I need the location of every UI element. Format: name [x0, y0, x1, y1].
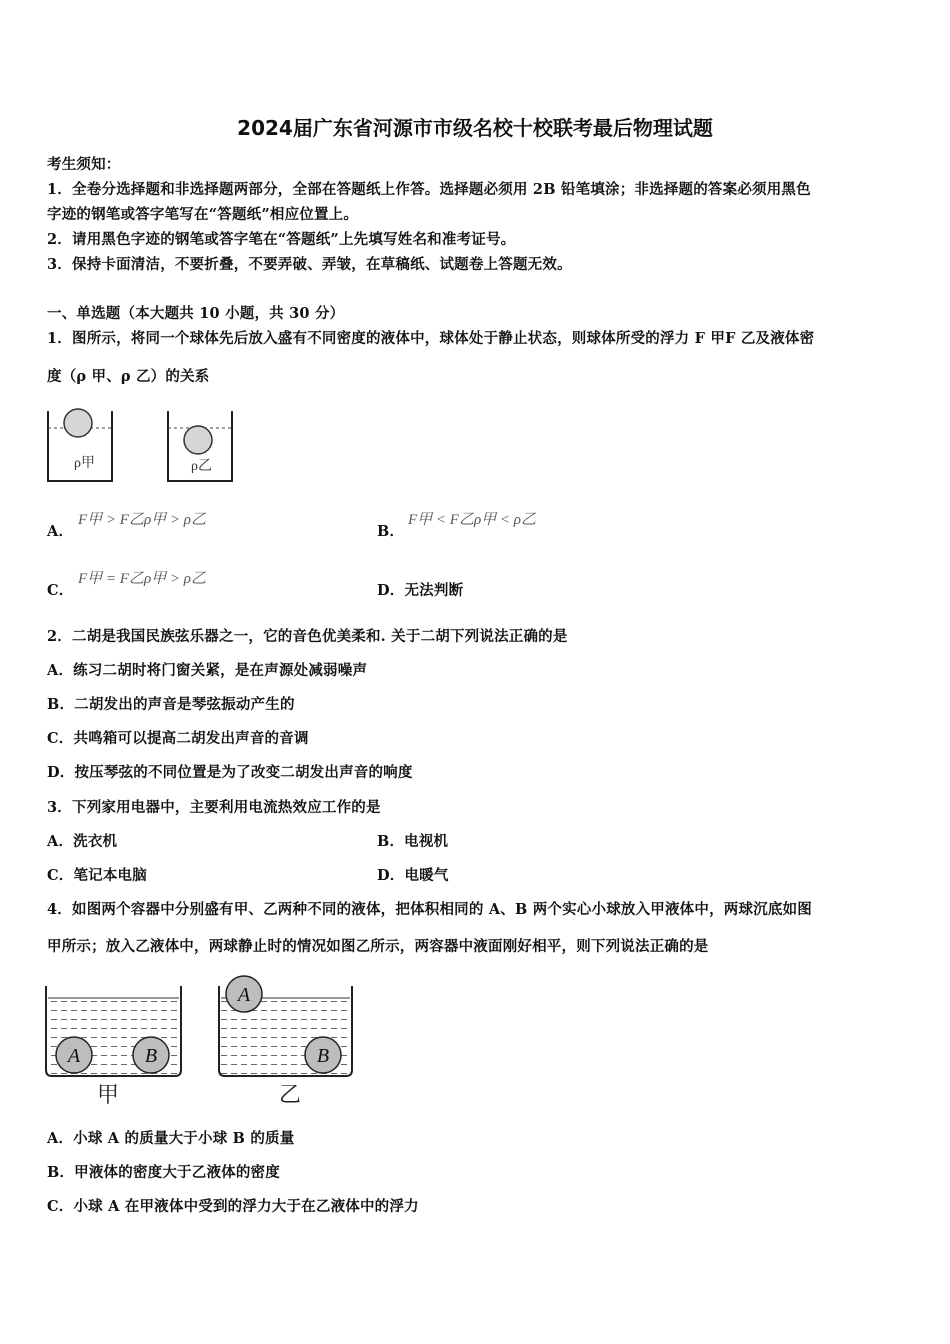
q1-option-c-formula: F甲 = F乙ρ甲 > ρ乙: [78, 571, 206, 587]
q4-option-b: B．甲液体的密度大于乙液体的密度: [47, 1164, 280, 1181]
ball-a-yi-label: A: [237, 984, 251, 1006]
beaker-left: [48, 409, 112, 481]
ball-b-yi-label: B: [316, 1045, 330, 1067]
ball-b-jia-label: B: [144, 1045, 158, 1067]
rho-right-label: ρ乙: [191, 459, 212, 474]
container-yi-label: 乙: [278, 1082, 302, 1107]
container-jia-label: 甲: [96, 1082, 120, 1107]
q1-beaker-figure: [44, 405, 244, 487]
q2-option-c: C．共鸣箱可以提高二胡发出声音的音调: [47, 730, 309, 747]
q1-option-b-label: B．: [377, 523, 405, 540]
rho-left-label: ρ甲: [74, 456, 95, 471]
q3-option-c: C．笔记本电脑: [47, 867, 147, 884]
q4-container-figure: [40, 970, 360, 1110]
q2-option-d: D．按压琴弦的不同位置是为了改变二胡发出声音的响度: [47, 764, 413, 781]
notice-heading: 考生须知：: [47, 156, 121, 173]
q1-option-a-label: A．: [47, 523, 74, 540]
container-jia: [46, 986, 181, 1107]
beaker-right: [168, 411, 232, 481]
q3-option-a: A．洗衣机: [47, 833, 118, 850]
q1-option-c-label: C．: [47, 582, 74, 599]
q4-stem-line-2: 甲所示；放入乙液体中，两球静止时的情况如图乙所示，两容器中液面刚好相平，则下列说法正确的是: [47, 938, 709, 955]
q4-option-a: A．小球 A 的质量大于小球 B 的质量: [47, 1130, 295, 1147]
q3-stem: 3．下列家用电器中，主要利用电流热效应工作的是: [47, 799, 381, 816]
notice-item-2: 2．请用黑色字迹的钢笔或答字笔在“答题纸”上先填写姓名和准考证号。: [47, 231, 516, 248]
q4-stem-line-1: 4．如图两个容器中分别盛有甲、乙两种不同的液体，把体积相同的 A、B 两个实心小球放入甲液体中，两球沉底如图: [47, 901, 812, 918]
q1-option-a-formula: F甲 > F乙ρ甲 > ρ乙: [78, 512, 206, 528]
q1-option-b-formula: F甲 < F乙ρ甲 < ρ乙: [408, 512, 536, 528]
ball-left: [64, 409, 92, 437]
notice-item-1-line-2: 字迹的钢笔或答字笔写在“答题纸”相应位置上。: [47, 206, 359, 223]
q2-option-b: B．二胡发出的声音是琴弦振动产生的: [47, 696, 295, 713]
ball-right: [184, 426, 212, 454]
section-heading: 一、单选题（本大题共 10 小题，共 30 分）: [47, 305, 345, 322]
q1-stem-line-2: 度（ρ 甲、ρ 乙）的关系: [47, 368, 210, 385]
q4-option-c: C．小球 A 在甲液体中受到的浮力大于在乙液体中的浮力: [47, 1198, 419, 1215]
q3-option-b: B．电视机: [377, 833, 449, 850]
page-title: 2024届广东省河源市市级名校十校联考最后物理试题: [237, 116, 713, 140]
q1-option-d: D．无法判断: [377, 582, 464, 599]
ball-a-jia-label: A: [67, 1045, 81, 1067]
q3-option-d: D．电暖气: [377, 867, 449, 884]
q2-option-a: A．练习二胡时将门窗关紧，是在声源处减弱噪声: [47, 662, 368, 679]
q2-stem: 2．二胡是我国民族弦乐器之一，它的音色优美柔和. 关于二胡下列说法正确的是: [47, 628, 568, 645]
notice-item-1-line-1: 1．全卷分选择题和非选择题两部分，全部在答题纸上作答。选择题必须用 2B 铅笔填涂；非选择题的答案必须用黑色: [47, 181, 811, 198]
q1-stem-line-1: 1．图所示，将同一个球体先后放入盛有不同密度的液体中，球体处于静止状态，则球体所受的浮力 F 甲F 乙及液体密: [47, 330, 815, 347]
container-yi: [219, 976, 352, 1107]
notice-item-3: 3．保持卡面清洁，不要折叠，不要弄破、弄皱，在草稿纸、试题卷上答题无效。: [47, 256, 572, 273]
